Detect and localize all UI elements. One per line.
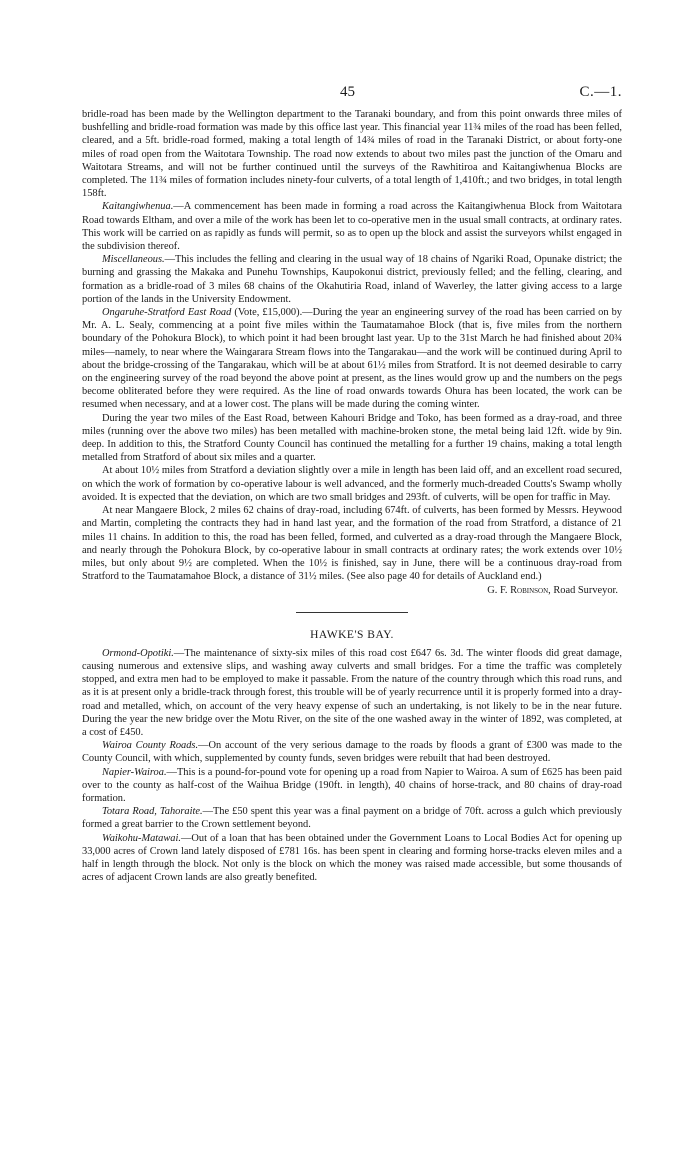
- paragraph-body: —The £50 spent this year was a final payment on a bridge of 70ft. across a gulch which previously formed a great barrier to the Crown settlement beyond.: [82, 806, 623, 831]
- paragraph-body: —This includes the felling and clearing in the usual way of 18 chains of Ngariki Road, Opunake district; the burning and grassing the Makaka and Punehu Townships, Kaupokonui district, previously felled; and the felling, clearing, and formation as a bridle-road of 3 miles 68 chains of the Okahutiria Road, inland of Waverley, the latter giving access to a large portion of the lands in the University Endowment.: [82, 254, 622, 305]
- section-divider: [296, 612, 408, 613]
- paragraph-body: (Vote, £15,000).—During the year an engineering survey of the road has been carried on by Mr. A. L. Sealy, commencing at a point five miles within the Taumatamahoe Block (that is, five miles from the northern boundary of the Pohokura Block), to which point it had been brought last year. Up to the 31st March he had finished about 20¾ miles—namely, to near where the Waingarara Stream flows into the Tangarakau—and the work will be continued during April to about the bridge-crossing of the Tangarakau, which will be at about 61½ miles from Stratford. It is not deemed desirable to carry on the engineering survey of the road beyond the above point at present, as the lines would grow up and the numbers on the pegs become obliterated before they were required. As the line of road onwards towards Ohura has been located, the work can be resumed when necessary, and at a lower cost. The plans will be made during the coming winter.: [82, 307, 622, 411]
- paragraph-body: —On account of the very serious damage to the roads by floods a grant of £300 was made to the County Council, with which, supplemented by county funds, seven bridges were rebuilt that had been destroyed.: [82, 740, 622, 765]
- signature-name: G. F. Robinson,: [487, 585, 551, 597]
- document-reference: C.—1.: [579, 84, 622, 100]
- paragraph-body: —A commencement has been made in forming a road across the Kaitangiwhenua Block from Waitotara Road towards Eltham, and over a mile of the work has been let to co-operative men in the usual small contracts, at ordinary rates. This work will be carried on as rapidly as funds will permit, so as to open up the block and assist the surveyors whilst engaged in the subdivision thereof.: [82, 201, 622, 253]
- paragraph: At near Mangaere Block, 2 miles 62 chains of dray-road, including 674ft. of culverts, has been formed by Messrs. Heywood and Martin, completing the contracts they had in hand last year, and the formation of the road from Stratford, a distance of 21 miles 11 chains. In addition to this, the road has been felled, formed, and culverted as a dray-road through the Mangaere Block, and nearly through the Pohokura Block, by co-operative labour in small contracts at ordinary rates; the work extends over 10½ miles, but only about 9½ are completed. When the 10½ is finished, say in June, there will be a continuous dray-road from Stratford to the Taumatamahoe Block, a distance of 31½ miles. (See also page 40 for details of Auckland end.): [82, 505, 622, 583]
- paragraph: [82, 306, 622, 412]
- paragraph: [82, 253, 622, 306]
- document-page: [82, 86, 622, 884]
- paragraph-heading: Totara Road, Tahoraite.: [102, 806, 203, 818]
- paragraph: [82, 832, 622, 885]
- paragraph-heading: Ormond-Opotiki.: [102, 647, 174, 659]
- paragraph: During the year two miles of the East Road, between Kahouri Bridge and Toko, has been formed as a dray-road, and three miles (running over the above two miles) has been metalled with machine-broken stone, the metal being laid 12ft. wide by 9in. deep. In addition to this, the Stratford County Council has continued the metalling for a further 19 chains, making a total length metalled from Stratford of about six miles and a quarter.: [82, 412, 622, 464]
- paragraph: [82, 805, 622, 831]
- paragraph-heading: Napier-Wairoa.: [102, 766, 167, 778]
- page-number: 45: [340, 84, 355, 100]
- paragraph: [82, 200, 622, 253]
- paragraph: [82, 766, 622, 806]
- paragraph: [82, 647, 622, 739]
- paragraph: At about 10½ miles from Stratford a deviation slightly over a mile in length has been laid off, and an excellent road secured, on which the work of formation by co-operative labour is well advanced, and the formerly much-dreaded Coutts's Swamp wholly avoided. It is expected that the deviation, on which are two small bridges and 293ft. of culverts, will be open for traffic in May.: [82, 465, 622, 503]
- signature: [82, 584, 622, 597]
- paragraph-heading: Waikohu-Matawai.: [102, 832, 181, 844]
- paragraph-body: —Out of a loan that has been obtained under the Government Loans to Local Bodies Act for opening up 33,000 acres of Crown land lately disposed of £781 16s. has been spent in clearing and forming horse-tracks eleven miles and a half in length through the block. Not only is the block on which the money was raised made accessible, but some thousands of acres of adjacent Crown lands are also greatly benefited.: [82, 832, 622, 884]
- paragraph-heading: Miscellaneous.: [102, 254, 165, 266]
- paragraph-heading: Kaitangiwhenua.: [102, 201, 174, 213]
- paragraph: bridle-road has been made by the Wellington department to the Taranaki boundary, and from this point onwards three miles of bushfelling and bridle-road formation was made by this office last year. This financial year 11¾ miles of the road has been felled, cleared, and a 5ft. bridle-road formed, making a total length of 14¾ miles of road in the Taranaki District, or about forty-one miles of road open from the Waitotara Township. The road now extends to about two miles past the junction of the Omaru and Waitotara Streams, and will not be further continued until the surveys of the Rawhitiroa and Kaitangiwhenua Blocks are completed. The 11¾ miles of formation includes ninety-four culverts, of a total length of 1,410ft.; and two bridges, in total length 158ft.: [82, 109, 622, 200]
- paragraph-body: —This is a pound-for-pound vote for opening up a road from Napier to Wairoa. A sum of £625 has been paid over to the county as half-cost of the Waihua Bridge (190ft. in length), 40 chains of horse-track, and 80 chains of dray-road formation.: [82, 766, 622, 804]
- paragraph-heading: Ongaruhe-Stratford East Road: [102, 307, 232, 319]
- paragraph: [82, 739, 622, 765]
- page-header: [82, 86, 622, 108]
- paragraph-heading: Wairoa County Roads.: [102, 740, 199, 752]
- section-title: HAWKE'S BAY.: [310, 628, 394, 641]
- signature-title: Road Surveyor.: [550, 585, 618, 597]
- paragraph-body: —The maintenance of sixty-six miles of this road cost £647 6s. 3d. The winter floods did great damage, causing numerous and extensive slips, and washing away culverts and small bridges. For a time the traffic was completely stopped, and extra men had to be employed to make it passable. From the nature of the country through which this road runs, and as it is at present only a bridle-track through forest, this trouble will be of yearly recurrence until it is properly formed into a dray-road and metalled, which, on account of the very heavy expense of such an undertaking, is not likely to be in the near future. During the year the new bridge over the Motu River, on the site of the one washed away in the winter of 1892, was completed, at a cost of £450.: [82, 647, 622, 738]
